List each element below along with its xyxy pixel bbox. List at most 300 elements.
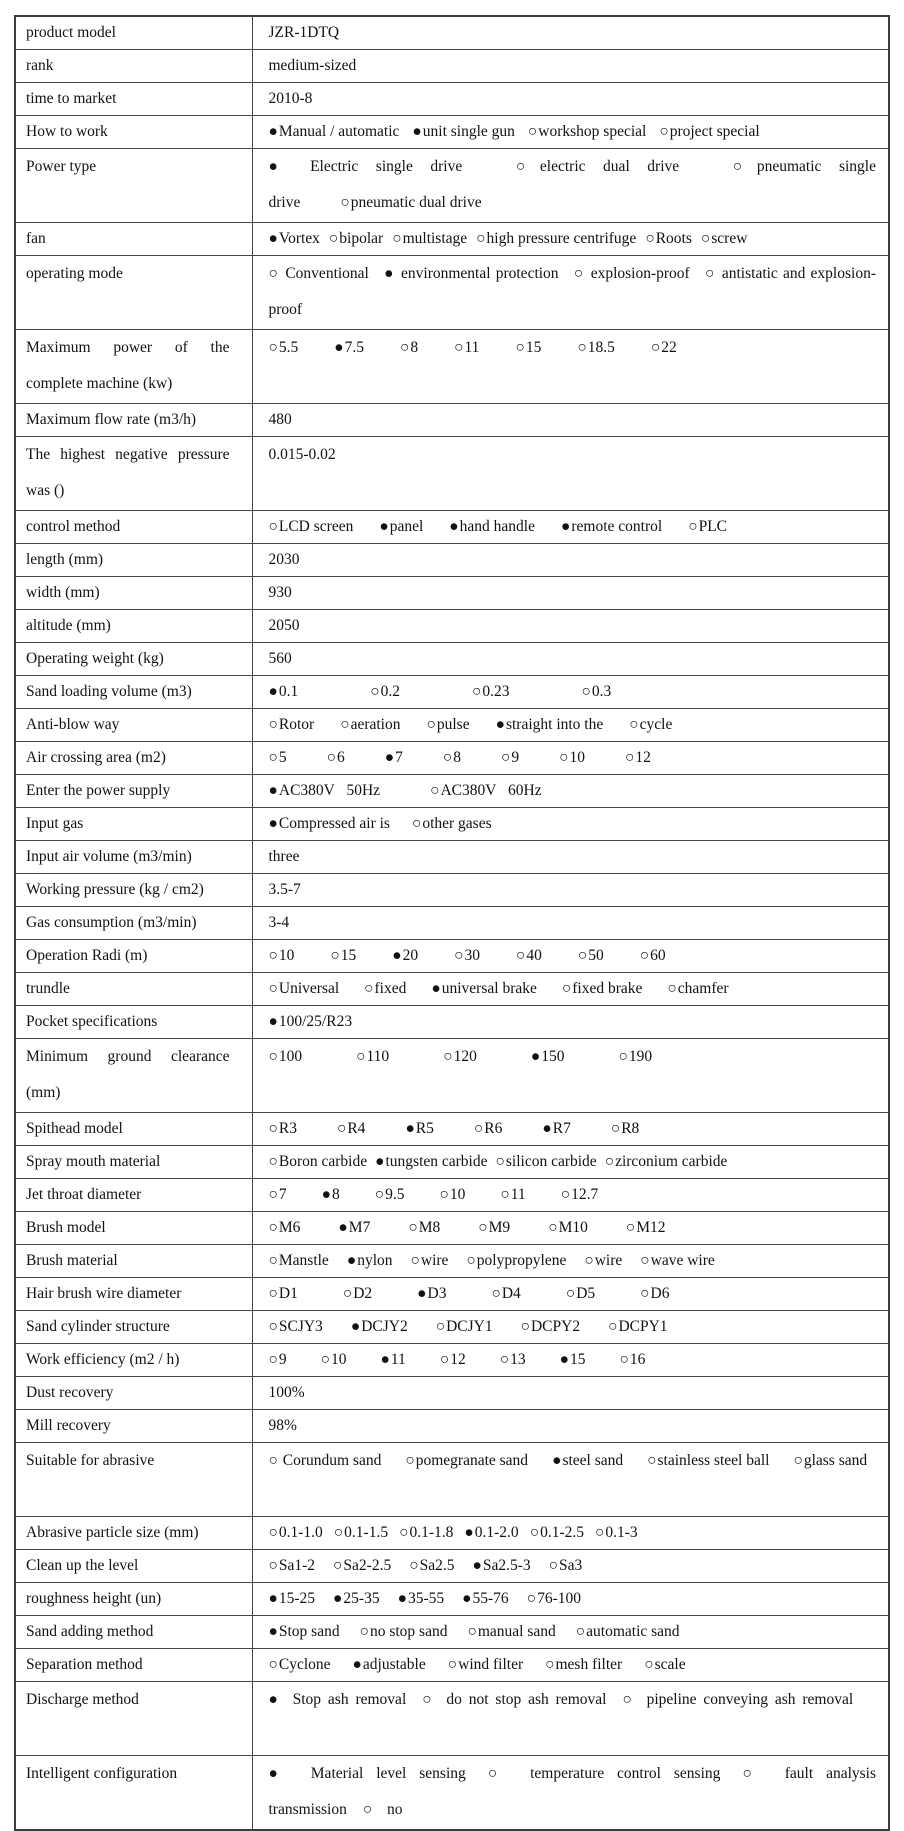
spec-value: 3.5-7 xyxy=(252,874,889,907)
spec-label: Working pressure (kg / cm2) xyxy=(15,874,252,907)
option: ●nylon xyxy=(346,1252,393,1269)
table-row xyxy=(15,511,889,544)
spec-value xyxy=(252,1756,889,1831)
option: ●7 xyxy=(384,749,403,766)
option: ●remote control xyxy=(561,518,663,535)
table-row xyxy=(15,709,889,742)
option: ○zirconium carbide xyxy=(604,1153,728,1170)
option: ○Boron carbide xyxy=(268,1153,368,1170)
radio-empty-icon: ○ xyxy=(647,1452,658,1469)
radio-filled-icon: ● xyxy=(379,518,390,535)
radio-filled-icon: ● xyxy=(462,1590,473,1607)
radio-empty-icon: ○ xyxy=(328,230,340,247)
option: ○50 xyxy=(577,947,604,964)
spec-label: rank xyxy=(15,50,252,83)
table-row xyxy=(15,1039,889,1113)
option: ○R3 xyxy=(268,1120,297,1137)
radio-empty-icon: ○ xyxy=(370,683,381,700)
radio-empty-icon: ○ xyxy=(268,1557,279,1574)
spec-value xyxy=(252,511,889,544)
option: ○18.5 xyxy=(577,339,615,356)
radio-empty-icon: ○ xyxy=(333,1557,344,1574)
option: ○7 xyxy=(268,1186,287,1203)
radio-filled-icon: ● xyxy=(321,1186,332,1203)
spec-value xyxy=(252,1245,889,1278)
option: ○ Conventional xyxy=(268,265,369,282)
radio-empty-icon: ○ xyxy=(472,683,483,700)
spec-value xyxy=(252,973,889,1006)
option: ○pneumatic dual drive xyxy=(340,194,482,211)
option: ●Sa2.5-3 xyxy=(472,1557,531,1574)
option: ○PLC xyxy=(688,518,728,535)
radio-empty-icon: ○ xyxy=(410,1252,421,1269)
table-row xyxy=(15,742,889,775)
radio-empty-icon: ○ xyxy=(610,1120,622,1137)
spec-label: time to market xyxy=(15,83,252,116)
radio-empty-icon: ○ xyxy=(659,123,670,140)
spec-value: 560 xyxy=(252,643,889,676)
spec-value xyxy=(252,1278,889,1311)
radio-empty-icon: ○ xyxy=(364,980,375,997)
option: ○cycle xyxy=(629,716,673,733)
spec-table-container xyxy=(14,15,890,1831)
spec-value xyxy=(252,1311,889,1344)
spec-label: Operating weight (kg) xyxy=(15,643,252,676)
radio-empty-icon: ○ xyxy=(629,716,640,733)
radio-filled-icon: ● xyxy=(333,1590,344,1607)
radio-empty-icon: ○ xyxy=(640,1252,651,1269)
table-row xyxy=(15,940,889,973)
spec-label: Brush model xyxy=(15,1212,252,1245)
radio-empty-icon: ○ xyxy=(499,1351,511,1368)
radio-empty-icon: ○ xyxy=(703,265,717,282)
spec-label: Pocket specifications xyxy=(15,1006,252,1039)
option: ○no stop sand xyxy=(359,1623,448,1640)
option: ○M10 xyxy=(548,1219,588,1236)
spec-label: fan xyxy=(15,223,252,256)
table-row xyxy=(15,1682,889,1756)
spec-label: Sand adding method xyxy=(15,1616,252,1649)
option: ○manual sand xyxy=(467,1623,556,1640)
table-row xyxy=(15,330,889,404)
radio-empty-icon: ○ xyxy=(667,980,678,997)
radio-empty-icon: ○ xyxy=(619,1351,630,1368)
option: ○6 xyxy=(326,749,345,766)
radio-empty-icon: ○ xyxy=(362,1801,374,1818)
radio-empty-icon: ○ xyxy=(736,1765,759,1782)
spec-value xyxy=(252,1039,889,1113)
option: ○fixed xyxy=(364,980,407,997)
spec-label: Enter the power supply xyxy=(15,775,252,808)
option: ●150 xyxy=(530,1048,565,1065)
table-row xyxy=(15,256,889,330)
radio-empty-icon: ○ xyxy=(405,1452,416,1469)
option: ●D3 xyxy=(417,1285,447,1302)
spec-value: 480 xyxy=(252,404,889,437)
spec-label: Discharge method xyxy=(15,1682,252,1756)
spec-label: Maximum power of the complete machine (kw) xyxy=(15,330,252,404)
spec-label: width (mm) xyxy=(15,577,252,610)
radio-empty-icon: ○ xyxy=(561,980,573,997)
table-row xyxy=(15,223,889,256)
spec-value xyxy=(252,1146,889,1179)
table-row xyxy=(15,1245,889,1278)
spec-value xyxy=(252,676,889,709)
radio-filled-icon: ● xyxy=(352,1656,363,1673)
radio-empty-icon: ○ xyxy=(268,339,279,356)
spec-value: 2050 xyxy=(252,610,889,643)
option: ●straight into the xyxy=(495,716,604,733)
radio-filled-icon: ● xyxy=(464,1524,475,1541)
radio-empty-icon: ○ xyxy=(268,1285,279,1302)
table-row xyxy=(15,1443,889,1517)
radio-filled-icon: ● xyxy=(384,749,396,766)
radio-empty-icon: ○ xyxy=(572,265,586,282)
option: ○12 xyxy=(439,1351,466,1368)
spec-label: trundle xyxy=(15,973,252,1006)
option: ○0.1-1.5 xyxy=(333,1524,389,1541)
spec-label: How to work xyxy=(15,116,252,149)
option: ○SCJY3 xyxy=(268,1318,323,1335)
spec-value xyxy=(252,149,889,223)
table-row xyxy=(15,16,889,50)
option: ○pulse xyxy=(426,716,470,733)
table-row xyxy=(15,610,889,643)
radio-empty-icon: ○ xyxy=(481,1765,505,1782)
radio-filled-icon: ● xyxy=(268,123,279,140)
radio-filled-icon: ● xyxy=(334,339,345,356)
radio-filled-icon: ● xyxy=(530,1048,542,1065)
radio-empty-icon: ○ xyxy=(408,1219,419,1236)
radio-filled-icon: ● xyxy=(375,1153,386,1170)
radio-filled-icon: ● xyxy=(392,947,403,964)
spec-label: Separation method xyxy=(15,1649,252,1682)
table-row xyxy=(15,808,889,841)
radio-empty-icon: ○ xyxy=(520,1318,531,1335)
spec-label: Hair brush wire diameter xyxy=(15,1278,252,1311)
option: ●Stop sand xyxy=(268,1623,340,1640)
radio-empty-icon: ○ xyxy=(688,518,699,535)
spec-label: Abrasive particle size (mm) xyxy=(15,1517,252,1550)
option: ●DCJY2 xyxy=(350,1318,408,1335)
radio-empty-icon: ○ xyxy=(559,749,570,766)
spec-value xyxy=(252,1006,889,1039)
spec-label: Intelligent configuration xyxy=(15,1756,252,1831)
radio-empty-icon: ○ xyxy=(430,782,441,799)
option: ○13 xyxy=(499,1351,526,1368)
option: ○10 xyxy=(439,1186,466,1203)
option: ○8 xyxy=(442,749,461,766)
radio-empty-icon: ○ xyxy=(400,339,411,356)
spec-label: Spithead model xyxy=(15,1113,252,1146)
table-row xyxy=(15,116,889,149)
radio-empty-icon: ○ xyxy=(268,1120,279,1137)
option: ○DCPY1 xyxy=(608,1318,668,1335)
option: ○D2 xyxy=(342,1285,373,1302)
option: ●hand handle xyxy=(449,518,535,535)
spec-label: Air crossing area (m2) xyxy=(15,742,252,775)
option: ○R6 xyxy=(473,1120,503,1137)
radio-empty-icon: ○ xyxy=(501,749,512,766)
radio-empty-icon: ○ xyxy=(447,1656,459,1673)
option: ○12 xyxy=(625,749,651,766)
spec-label: roughness height (un) xyxy=(15,1583,252,1616)
radio-empty-icon: ○ xyxy=(529,1524,541,1541)
option: ○LCD screen xyxy=(268,518,354,535)
spec-label: product model xyxy=(15,16,252,50)
radio-empty-icon: ○ xyxy=(268,1524,279,1541)
radio-empty-icon: ○ xyxy=(268,1452,279,1469)
option: ●R5 xyxy=(405,1120,434,1137)
option: ●unit single gun xyxy=(412,123,515,140)
spec-value xyxy=(252,709,889,742)
option: ○mesh filter xyxy=(545,1656,623,1673)
table-row xyxy=(15,437,889,511)
radio-empty-icon: ○ xyxy=(336,1120,348,1137)
radio-filled-icon: ● xyxy=(268,230,279,247)
spec-value xyxy=(252,1212,889,1245)
radio-filled-icon: ● xyxy=(268,782,279,799)
radio-filled-icon: ● xyxy=(268,815,279,832)
radio-empty-icon: ○ xyxy=(476,230,487,247)
option: ○76-100 xyxy=(526,1590,581,1607)
option: ○12.7 xyxy=(560,1186,599,1203)
option: ●35-55 xyxy=(397,1590,445,1607)
spec-value xyxy=(252,1443,889,1517)
spec-label: The highest negative pressure was () xyxy=(15,437,252,511)
radio-empty-icon: ○ xyxy=(399,1524,410,1541)
option: ○pneumatic single drive xyxy=(268,158,876,211)
spec-label: Suitable for abrasive xyxy=(15,1443,252,1517)
table-row xyxy=(15,1410,889,1443)
radio-empty-icon: ○ xyxy=(268,1048,279,1065)
option: ○60 xyxy=(639,947,666,964)
radio-empty-icon: ○ xyxy=(526,1590,538,1607)
table-row xyxy=(15,1344,889,1377)
radio-empty-icon: ○ xyxy=(466,1252,477,1269)
option: ○16 xyxy=(619,1351,646,1368)
radio-empty-icon: ○ xyxy=(548,1557,560,1574)
radio-filled-icon: ● xyxy=(338,1219,349,1236)
spec-value xyxy=(252,775,889,808)
spec-label: Jet throat diameter xyxy=(15,1179,252,1212)
radio-empty-icon: ○ xyxy=(618,1048,629,1065)
radio-empty-icon: ○ xyxy=(268,265,281,282)
radio-empty-icon: ○ xyxy=(625,1219,637,1236)
radio-empty-icon: ○ xyxy=(645,230,656,247)
radio-empty-icon: ○ xyxy=(793,1452,804,1469)
radio-filled-icon: ● xyxy=(405,1120,416,1137)
option: ●15-25 xyxy=(268,1590,316,1607)
radio-filled-icon: ● xyxy=(268,1691,279,1708)
option: ○silicon carbide xyxy=(495,1153,597,1170)
spec-label: Spray mouth material xyxy=(15,1146,252,1179)
radio-empty-icon: ○ xyxy=(422,1691,433,1708)
radio-filled-icon: ● xyxy=(495,716,506,733)
spec-label: Input air volume (m3/min) xyxy=(15,841,252,874)
radio-empty-icon: ○ xyxy=(268,1351,279,1368)
spec-value: medium-sized xyxy=(252,50,889,83)
radio-filled-icon: ● xyxy=(268,158,293,175)
spec-value xyxy=(252,1550,889,1583)
option: ●0.1 xyxy=(268,683,299,700)
radio-empty-icon: ○ xyxy=(330,947,341,964)
radio-empty-icon: ○ xyxy=(426,716,437,733)
radio-empty-icon: ○ xyxy=(719,158,757,175)
table-row xyxy=(15,544,889,577)
spec-value xyxy=(252,742,889,775)
option: ○DCJY1 xyxy=(435,1318,493,1335)
radio-empty-icon: ○ xyxy=(467,1623,478,1640)
spec-label: Anti-blow way xyxy=(15,709,252,742)
option: ●adjustable xyxy=(352,1656,426,1673)
option: ○wind filter xyxy=(447,1656,524,1673)
table-row xyxy=(15,1179,889,1212)
option: ● Stop ash removal xyxy=(268,1691,407,1708)
option: ○0.1-2.5 xyxy=(529,1524,584,1541)
option: ○0.1-1.8 xyxy=(399,1524,454,1541)
spec-value xyxy=(252,223,889,256)
spec-value xyxy=(252,808,889,841)
option: ○polypropylene xyxy=(466,1252,567,1269)
spec-label: Mill recovery xyxy=(15,1410,252,1443)
option: ○15 xyxy=(330,947,357,964)
radio-empty-icon: ○ xyxy=(650,339,662,356)
option: ○automatic sand xyxy=(575,1623,680,1640)
radio-filled-icon: ● xyxy=(380,1351,391,1368)
radio-filled-icon: ● xyxy=(268,1765,285,1782)
radio-filled-icon: ● xyxy=(268,683,279,700)
radio-empty-icon: ○ xyxy=(268,749,279,766)
option: ○Universal xyxy=(268,980,340,997)
radio-filled-icon: ● xyxy=(552,1452,563,1469)
radio-empty-icon: ○ xyxy=(340,716,351,733)
table-row xyxy=(15,1649,889,1682)
radio-empty-icon: ○ xyxy=(268,1153,279,1170)
option: ○D4 xyxy=(491,1285,521,1302)
option: ○fixed brake xyxy=(561,980,643,997)
option: ●25-35 xyxy=(333,1590,380,1607)
radio-empty-icon: ○ xyxy=(392,230,403,247)
option: ○10 xyxy=(320,1351,347,1368)
radio-filled-icon: ● xyxy=(268,1590,279,1607)
radio-empty-icon: ○ xyxy=(478,1219,489,1236)
option: ○high pressure centrifuge xyxy=(476,230,637,247)
radio-empty-icon: ○ xyxy=(268,518,279,535)
option: ○glass sand xyxy=(793,1452,868,1469)
table-row xyxy=(15,1756,889,1831)
option: ○0.23 xyxy=(472,683,510,700)
table-row xyxy=(15,404,889,437)
option: ○Sa2.5 xyxy=(409,1557,455,1574)
radio-empty-icon: ○ xyxy=(575,1623,587,1640)
option: ● Electric single drive xyxy=(268,158,463,175)
table-row xyxy=(15,841,889,874)
spec-value xyxy=(252,1616,889,1649)
option: ●8 xyxy=(321,1186,340,1203)
spec-value xyxy=(252,1344,889,1377)
option: ○chamfer xyxy=(667,980,729,997)
option: ●universal brake xyxy=(431,980,537,997)
option: ○Sa2-2.5 xyxy=(333,1557,392,1574)
radio-empty-icon: ○ xyxy=(545,1656,556,1673)
spec-value xyxy=(252,330,889,404)
spec-label: Clean up the level xyxy=(15,1550,252,1583)
radio-empty-icon: ○ xyxy=(491,1285,502,1302)
spec-label: Maximum flow rate (m3/h) xyxy=(15,404,252,437)
radio-empty-icon: ○ xyxy=(608,1318,619,1335)
option: ●Compressed air is xyxy=(268,815,390,832)
spec-value xyxy=(252,1179,889,1212)
spec-value: 100% xyxy=(252,1377,889,1410)
radio-empty-icon: ○ xyxy=(454,339,465,356)
option: ○pomegranate sand xyxy=(405,1452,529,1469)
radio-empty-icon: ○ xyxy=(268,980,279,997)
table-row xyxy=(15,1146,889,1179)
spec-label: altitude (mm) xyxy=(15,610,252,643)
radio-empty-icon: ○ xyxy=(268,1186,279,1203)
spec-value: 2030 xyxy=(252,544,889,577)
option: ○wire xyxy=(410,1252,449,1269)
spec-table xyxy=(14,15,890,1831)
option: ○9 xyxy=(501,749,520,766)
radio-empty-icon: ○ xyxy=(515,339,526,356)
option: ●55-76 xyxy=(462,1590,509,1607)
radio-empty-icon: ○ xyxy=(409,1557,420,1574)
radio-empty-icon: ○ xyxy=(577,947,589,964)
spec-label: Minimum ground clearance (mm) xyxy=(15,1039,252,1113)
radio-empty-icon: ○ xyxy=(565,1285,577,1302)
spec-label: operating mode xyxy=(15,256,252,330)
table-row xyxy=(15,643,889,676)
option: ○Roots xyxy=(645,230,692,247)
radio-empty-icon: ○ xyxy=(342,1285,354,1302)
spec-label: Input gas xyxy=(15,808,252,841)
table-row xyxy=(15,874,889,907)
spec-label: Work efficiency (m2 / h) xyxy=(15,1344,252,1377)
option: ●R7 xyxy=(542,1120,571,1137)
spec-label: length (mm) xyxy=(15,544,252,577)
radio-empty-icon: ○ xyxy=(625,749,636,766)
spec-label: control method xyxy=(15,511,252,544)
radio-empty-icon: ○ xyxy=(268,716,279,733)
option: ●11 xyxy=(380,1351,406,1368)
option: ○ explosion-proof xyxy=(572,265,690,282)
radio-filled-icon: ● xyxy=(449,518,460,535)
radio-empty-icon: ○ xyxy=(500,1186,511,1203)
radio-filled-icon: ● xyxy=(561,518,572,535)
radio-empty-icon: ○ xyxy=(435,1318,447,1335)
option: ●7.5 xyxy=(334,339,364,356)
spec-value xyxy=(252,116,889,149)
spec-label: Gas consumption (m3/min) xyxy=(15,907,252,940)
option: ○15 xyxy=(515,339,542,356)
table-row xyxy=(15,676,889,709)
option: ○stainless steel ball xyxy=(647,1452,770,1469)
option: ○project special xyxy=(659,123,760,140)
option: ○ do not stop ash removal xyxy=(422,1691,607,1708)
option: ○22 xyxy=(650,339,677,356)
table-row xyxy=(15,1583,889,1616)
radio-empty-icon: ○ xyxy=(527,123,539,140)
option: ○ Corundum sand xyxy=(268,1452,382,1469)
option: ○R4 xyxy=(336,1120,366,1137)
radio-empty-icon: ○ xyxy=(495,1153,506,1170)
option: ○M12 xyxy=(625,1219,666,1236)
option: ○Rotor xyxy=(268,716,315,733)
table-row xyxy=(15,1212,889,1245)
spec-label: Brush material xyxy=(15,1245,252,1278)
